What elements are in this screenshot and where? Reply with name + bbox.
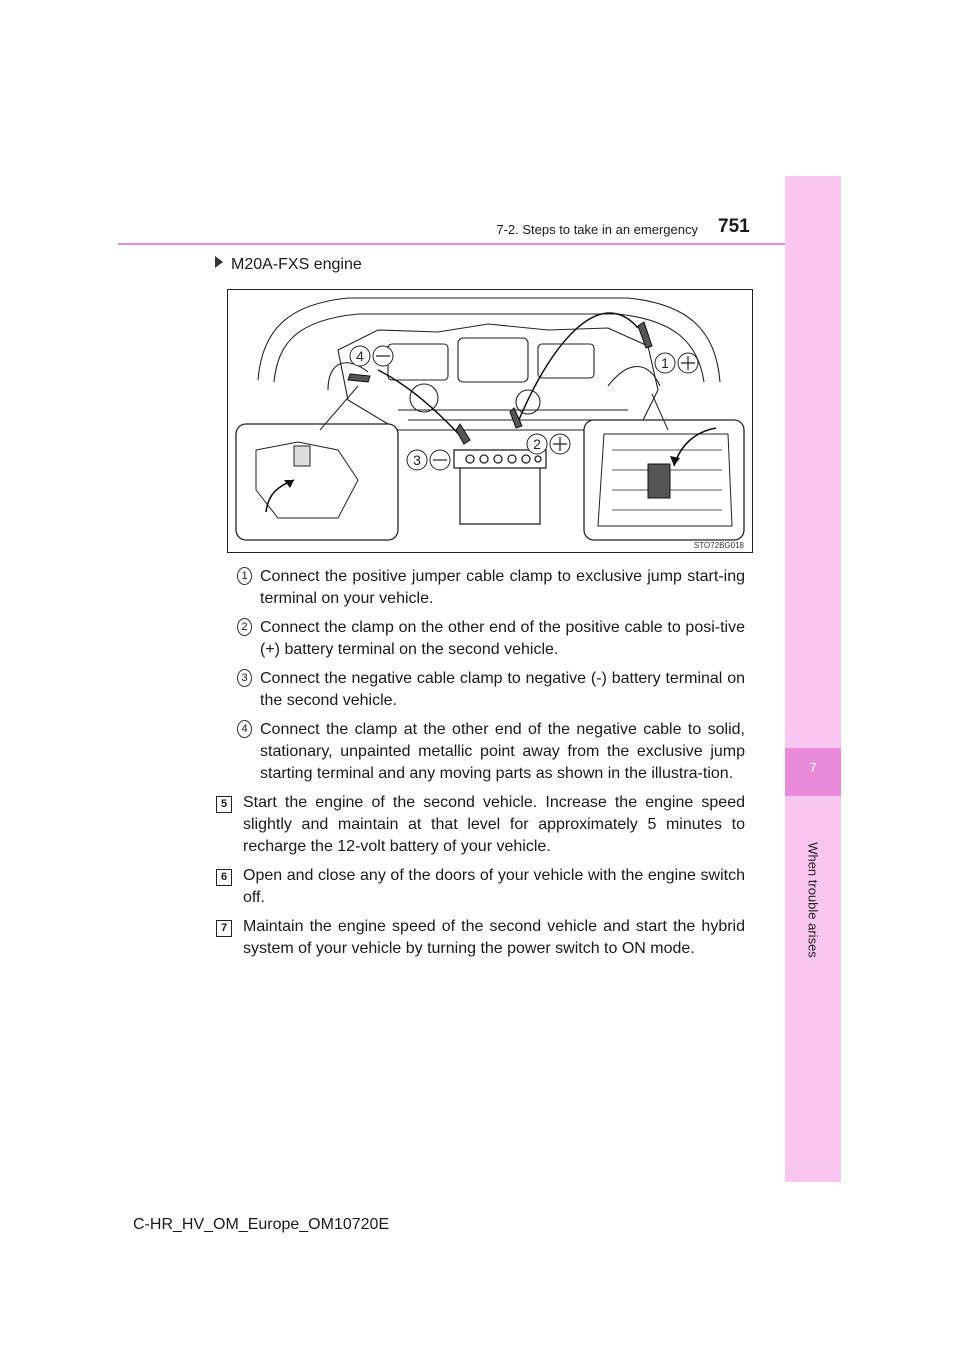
step-marker: 1: [237, 567, 252, 585]
step-marker: 5: [216, 796, 232, 813]
side-tab: [785, 176, 841, 748]
page-number: 751: [718, 216, 750, 237]
inset-left: [236, 424, 398, 540]
step-marker: 7: [216, 920, 232, 937]
header-rule: [118, 243, 785, 245]
step-text: Connect the clamp at the other end of the negative cable to solid, stationary, unpainted metallic point away from the exclusive jump starting terminal and any moving parts as shown in the illustra-tion.: [260, 721, 745, 782]
callout-label: 1: [661, 355, 669, 371]
second-battery-icon: [454, 450, 546, 524]
step-text: Open and close any of the doors of your vehicle with the engine switch off.: [243, 867, 745, 906]
chapter-number: 7: [809, 760, 817, 775]
step-text: Connect the clamp on the other end of the positive cable to posi-tive (+) battery terminal on the second vehicle.: [260, 619, 745, 658]
callout-2: [527, 434, 570, 454]
callout-label: 3: [413, 452, 421, 468]
step-3: [215, 668, 745, 712]
callout-4: [350, 346, 393, 366]
step-marker: 2: [237, 618, 252, 636]
step-text: Maintain the engine speed of the second vehicle and start the hybrid system of your vehicle by turning the power switch to ON mode.: [243, 918, 745, 957]
step-marker: 4: [237, 720, 252, 738]
engine-bay-drawing: [228, 290, 752, 552]
chapter-title: When trouble arises: [805, 842, 821, 958]
document-footer: C-HR_HV_OM_Europe_OM10720E: [133, 1216, 390, 1233]
step-text: Connect the negative cable clamp to negative (-) battery terminal on the second vehicle.: [260, 670, 745, 709]
step-5: [215, 792, 745, 858]
callout-label: 4: [356, 348, 364, 364]
section-title: 7-2. Steps to take in an emergency: [496, 222, 698, 237]
inset-right: [584, 420, 744, 540]
step-text: Start the engine of the second vehicle. Increase the engine speed slightly and maintain at that level for approximately 5 minutes to recharge the 12-volt battery of your vehicle.: [243, 794, 745, 855]
callout-label: 2: [533, 436, 541, 452]
engine-heading: [215, 256, 362, 274]
callout-3: [407, 450, 450, 470]
step-1: [215, 566, 745, 610]
jump-start-illustration: [227, 289, 753, 553]
engine-heading-text: M20A-FXS engine: [231, 256, 362, 273]
step-text: Connect the positive jumper cable clamp to exclusive jump start-ing terminal on your vehicle.: [260, 568, 745, 607]
procedure-steps: [215, 566, 745, 967]
step-2: [215, 617, 745, 661]
triangle-bullet-icon: [215, 256, 223, 268]
step-4: [215, 719, 745, 785]
step-marker: 6: [216, 869, 232, 886]
figure-code: STO72BG018: [693, 541, 744, 550]
step-7: [215, 916, 745, 960]
step-marker: 3: [237, 669, 252, 687]
step-6: [215, 865, 745, 909]
callout-1: [655, 353, 698, 373]
